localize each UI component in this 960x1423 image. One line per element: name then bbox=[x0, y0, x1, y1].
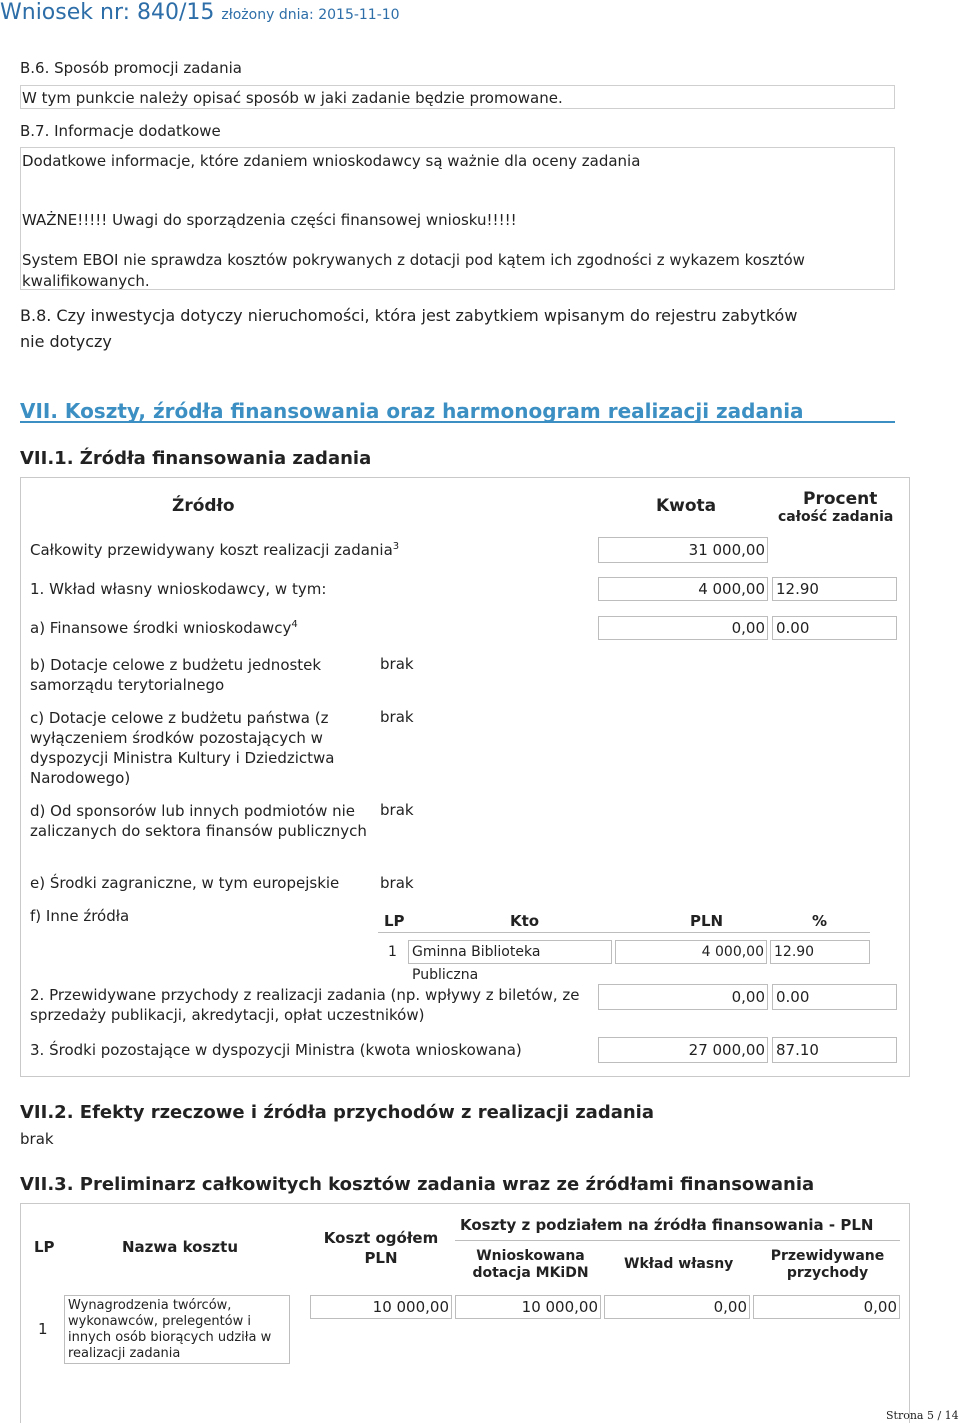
vii3-col-lp: LP bbox=[34, 1238, 55, 1256]
d-label: d) Od sponsorów lub innych podmiotów nie zaliczanych do sektora finansów publicznych bbox=[30, 802, 367, 840]
f-col-pln: PLN bbox=[690, 912, 724, 930]
a-value-field: 0,00 bbox=[598, 616, 768, 640]
total-value-field: 31 000,00 bbox=[598, 537, 768, 563]
vii3-col-koszt: Koszt ogółem PLN bbox=[323, 1229, 439, 1267]
vii3-title: VII.3. Preliminarz całkowitych kosztów zadania wraz ze źródłami finansowania bbox=[20, 1174, 815, 1195]
b8-title: B.8. Czy inwestycja dotyczy nieruchomości, która jest zabytkiem wpisanym do rejestru zabytków bbox=[20, 306, 798, 325]
own-value-field: 4 000,00 bbox=[598, 577, 768, 601]
vii3-row1-nazwa: Wynagrodzenia twórców, wykonawców, prelegentów i innych osób biorących udziła w realizacji zadania bbox=[64, 1295, 290, 1364]
b7-title: B.7. Informacje dodatkowe bbox=[20, 122, 221, 140]
a-pct-field: 0.00 bbox=[772, 616, 897, 640]
a-label bbox=[30, 619, 298, 637]
vii3-row1-lp: 1 bbox=[38, 1320, 48, 1338]
p2-value-field: 0,00 bbox=[598, 984, 768, 1010]
f-row-pln: 4 000,00 bbox=[615, 940, 767, 964]
col-zrodlo: Źródło bbox=[172, 496, 235, 516]
d-value: brak bbox=[380, 801, 414, 819]
page-number: Strona 5 / 14 bbox=[886, 1409, 959, 1422]
total-label-text: Całkowity przewidywany koszt realizacji zadania bbox=[30, 541, 393, 559]
b7-line2: WAŻNE!!!!! Uwagi do sporządzenia części finansowej wniosku!!!!! bbox=[22, 211, 517, 229]
vii3-row1-wklad: 0,00 bbox=[604, 1295, 750, 1319]
b7-line1: Dodatkowe informacje, które zdaniem wnioskodawcy są ważnie dla oceny zadania bbox=[22, 152, 641, 170]
vii3-col-nazwa: Nazwa kosztu bbox=[122, 1238, 238, 1256]
vii3-col-przychody: Przewidywane przychody bbox=[770, 1248, 885, 1281]
header-date: złożony dnia: 2015-11-10 bbox=[221, 7, 400, 23]
f-col-kto: Kto bbox=[510, 912, 540, 930]
f-header-rule bbox=[378, 932, 870, 933]
vii3-group-rule bbox=[455, 1240, 900, 1241]
b7-line3: System EBOI nie sprawdza kosztów pokrywanych z dotacji pod kątem ich zgodności z wykazem kosztów kwalifikowanych. bbox=[22, 251, 805, 290]
b6-text: W tym punkcie należy opisać sposób w jaki zadanie będzie promowane. bbox=[22, 89, 563, 107]
p2-pct-field: 0.00 bbox=[772, 984, 897, 1010]
col-procent: Procent bbox=[803, 489, 878, 509]
section7-underline bbox=[20, 421, 895, 423]
a-label-text: a) Finansowe środki wnioskodawcy bbox=[30, 619, 292, 637]
vii3-col-group: Koszty z podziałem na źródła finansowania - PLN bbox=[460, 1216, 874, 1234]
vii2-text: brak bbox=[20, 1130, 54, 1148]
a-footnote: 4 bbox=[291, 619, 298, 630]
e-value: brak bbox=[380, 874, 414, 892]
col-procent-sub: całość zadania bbox=[778, 509, 894, 525]
c-value: brak bbox=[380, 708, 414, 726]
f-row-lp: 1 bbox=[388, 944, 397, 960]
p2-label: 2. Przewidywane przychody z realizacji zadania (np. wpływy z biletów, ze sprzedaży publikacji, akredytacji, opłat uczestników) bbox=[30, 986, 580, 1024]
vii1-title: VII.1. Źródła finansowania zadania bbox=[20, 448, 372, 469]
f-col-lp: LP bbox=[384, 912, 405, 930]
vii3-col-wnioskowana: Wnioskowana dotacja MKiDN bbox=[472, 1248, 589, 1281]
total-footnote: 3 bbox=[392, 541, 400, 552]
own-label: 1. Wkład własny wnioskodawcy, w tym: bbox=[30, 580, 327, 598]
vii3-row1-wnioskowana: 10 000,00 bbox=[455, 1295, 601, 1319]
vii3-row1-koszt: 10 000,00 bbox=[310, 1295, 452, 1319]
b-label: b) Dotacje celowe z budżetu jednostek samorządu terytorialnego bbox=[30, 656, 322, 694]
c-label: c) Dotacje celowe z budżetu państwa (z wyłączeniem środków pozostających w dyspozycji Ministra Kultury i Dziedzictwa Narodowego) bbox=[30, 709, 335, 787]
p3-value-field: 27 000,00 bbox=[598, 1037, 768, 1063]
header-title: Wniosek nr: 840/15 bbox=[0, 0, 215, 25]
f-label: f) Inne źródła bbox=[30, 907, 130, 925]
document-header bbox=[0, 0, 400, 25]
e-label: e) Środki zagraniczne, w tym europejskie bbox=[30, 874, 340, 892]
total-label bbox=[30, 541, 399, 559]
vii2-title: VII.2. Efekty rzeczowe i źródła przychodów z realizacji zadania bbox=[20, 1102, 654, 1123]
f-row-pct: 12.90 bbox=[770, 940, 870, 964]
f-row-kto: Gminna Biblioteka Publiczna bbox=[408, 940, 612, 964]
own-pct-field: 12.90 bbox=[772, 577, 897, 601]
p3-label: 3. Środki pozostające w dyspozycji Ministra (kwota wnioskowana) bbox=[30, 1041, 522, 1059]
b6-title: B.6. Sposób promocji zadania bbox=[20, 59, 242, 77]
b-value: brak bbox=[380, 655, 414, 673]
section7-title: VII. Koszty, źródła finansowania oraz harmonogram realizacji zadania bbox=[20, 399, 804, 423]
vii3-col-wklad: Wkład własny bbox=[624, 1256, 734, 1272]
vii3-row1-przychody: 0,00 bbox=[753, 1295, 900, 1319]
b8-answer: nie dotyczy bbox=[20, 332, 112, 351]
f-col-pct: % bbox=[812, 912, 828, 930]
p3-pct-field: 87.10 bbox=[772, 1037, 897, 1063]
col-kwota: Kwota bbox=[656, 496, 717, 516]
